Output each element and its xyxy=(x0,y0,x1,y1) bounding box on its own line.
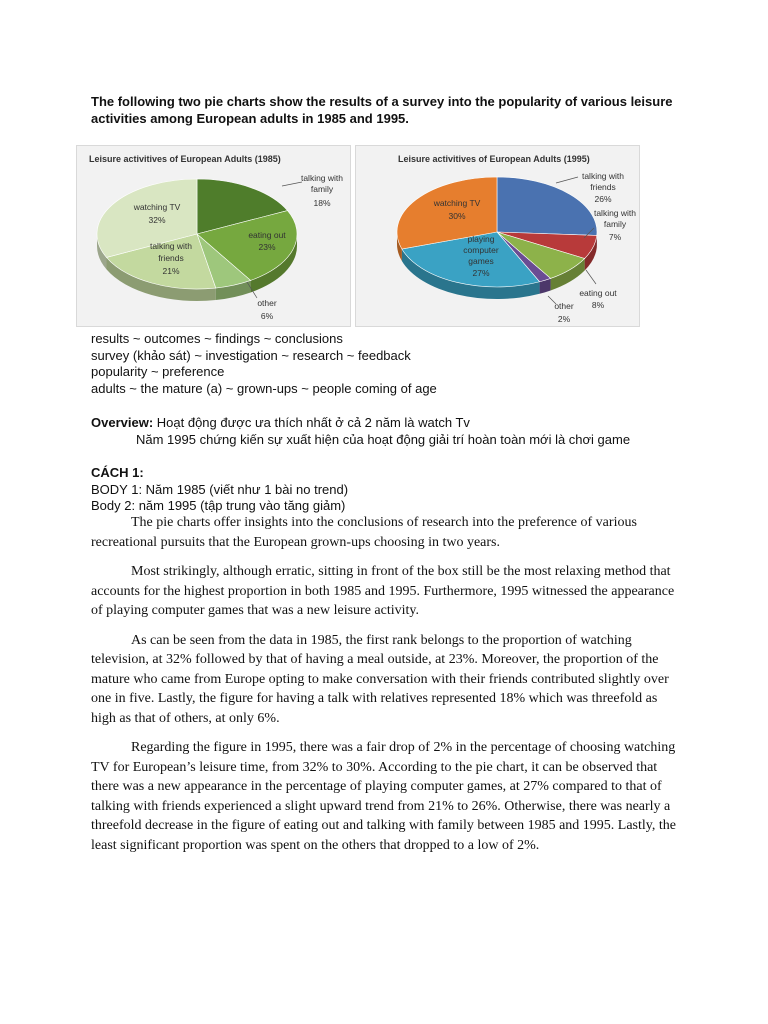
task-prompt: The following two pie charts show the results of a survey into the popularity of various leisure activities among European adults in 1985 and 1995. xyxy=(91,94,673,126)
vocab-line: adults ~ the mature (a) ~ grown-ups ~ people coming of age xyxy=(91,380,437,396)
label-1985-family-1: talking with xyxy=(300,173,344,183)
overview-line-2: Năm 1995 chứng kiến sự xuất hiện của hoạt động giải trí hoàn toàn mới là chơi game xyxy=(136,431,631,447)
label-1985-other-2: 6% xyxy=(260,311,274,321)
method-body-1: BODY 1: Năm 1985 (viết như 1 bài no trend) xyxy=(91,481,349,497)
label-1995-family-3: 7% xyxy=(608,232,622,242)
label-1995-friends-3: 26% xyxy=(594,194,612,204)
vocabulary-list xyxy=(91,331,437,397)
label-1995-family-2: family xyxy=(603,219,627,229)
chart-1985-title: Leisure activitives of European Adults (1985) xyxy=(89,154,281,164)
label-1985-eating-1: eating out xyxy=(248,230,286,240)
chart-1995-title: Leisure activitives of European Adults (1995) xyxy=(398,154,590,164)
label-1985-tv-1: watching TV xyxy=(133,202,181,212)
label-1995-friends-2: friends xyxy=(590,182,616,192)
label-1985-family-3: 18% xyxy=(313,198,331,208)
pie-chart-1985 xyxy=(76,145,351,327)
label-1995-tv-2: 30% xyxy=(448,211,466,221)
label-1985-other-1: other xyxy=(257,298,277,308)
label-1995-eating-2: 8% xyxy=(591,300,605,310)
label-1995-eating-1: eating out xyxy=(579,288,617,298)
method-section xyxy=(91,465,348,515)
label-1995-tv-1: watching TV xyxy=(433,198,481,208)
label-1995-games-1: playing xyxy=(467,234,495,244)
label-1985-eating-2: 23% xyxy=(258,242,276,252)
essay-overview: Most strikingly, although erratic, sitting in front of the box still be the most relaxing method that accounts for the highest proportion in both 1985 and 1995. Furthermore, 1995 witnessed the appearance of playing computer games that was a new leisure activity. xyxy=(91,564,675,618)
overview-section xyxy=(91,415,741,448)
label-1985-friends-3: 21% xyxy=(162,266,180,276)
vocab-line: survey (khảo sát) ~ investigation ~ research ~ feedback xyxy=(91,347,411,363)
overview-label: Overview: xyxy=(91,415,154,430)
label-1995-other-1: other xyxy=(554,301,574,311)
essay xyxy=(91,513,681,865)
essay-body-2: Regarding the figure in 1995, there was a fair drop of 2% in the percentage of choosing watching TV for European’s leisure time, from 32% to 30%. According to the pie chart, it can be observed that there was a new appearance in the percentage of playing computer games, at 27% compared to that of talking with friends experienced a slight upward trend from 21% to 26%. Otherwise, there was nearly a threefold decrease in the figure of eating out and talking with family between 1985 and 1995. Lastly, the least significant proportion was spent on the others that dropped to a low of 2%. xyxy=(91,740,676,853)
label-1985-tv-2: 32% xyxy=(148,215,166,225)
label-1995-friends-1: talking with xyxy=(581,171,625,181)
pie-chart-1995 xyxy=(355,145,640,327)
essay-introduction: The pie charts offer insights into the conclusions of research into the preference of various recreational pursuits that the European grown-ups choosing in two years. xyxy=(91,515,637,550)
label-1995-games-2: computer xyxy=(463,245,499,255)
label-1995-family-1: talking with xyxy=(593,208,637,218)
vocab-line: popularity ~ preference xyxy=(91,364,225,379)
method-heading: CÁCH 1: xyxy=(91,465,144,480)
method-body-2: Body 2: năm 1995 (tập trung vào tăng giảm) xyxy=(91,498,346,513)
label-1985-friends-1: talking with xyxy=(149,241,193,251)
essay-body-1: As can be seen from the data in 1985, the first rank belongs to the proportion of watching television, at 32% followed by that of having a meal outside, at 23%. Moreover, the proportion of the mature who came from Europe opting to make conversation with their friends contributed slightly over one in five. Lastly, the figure for having a talk with relatives represented 18% which was threefold as high as that of others, at only 6%. xyxy=(91,632,669,726)
label-1985-friends-2: friends xyxy=(158,253,184,263)
label-1995-other-2: 2% xyxy=(557,314,571,324)
overview-line-1: Hoạt động được ưa thích nhất ở cả 2 năm là watch Tv xyxy=(153,415,470,430)
label-1985-family-2: family xyxy=(310,184,334,194)
pie-1995-slices xyxy=(397,177,597,287)
label-1995-games-4: 27% xyxy=(472,268,490,278)
label-1995-games-3: games xyxy=(468,256,494,266)
vocab-line: results ~ outcomes ~ findings ~ conclusions xyxy=(91,331,343,346)
pie-1995-slice-talking-with-friends xyxy=(497,177,597,235)
